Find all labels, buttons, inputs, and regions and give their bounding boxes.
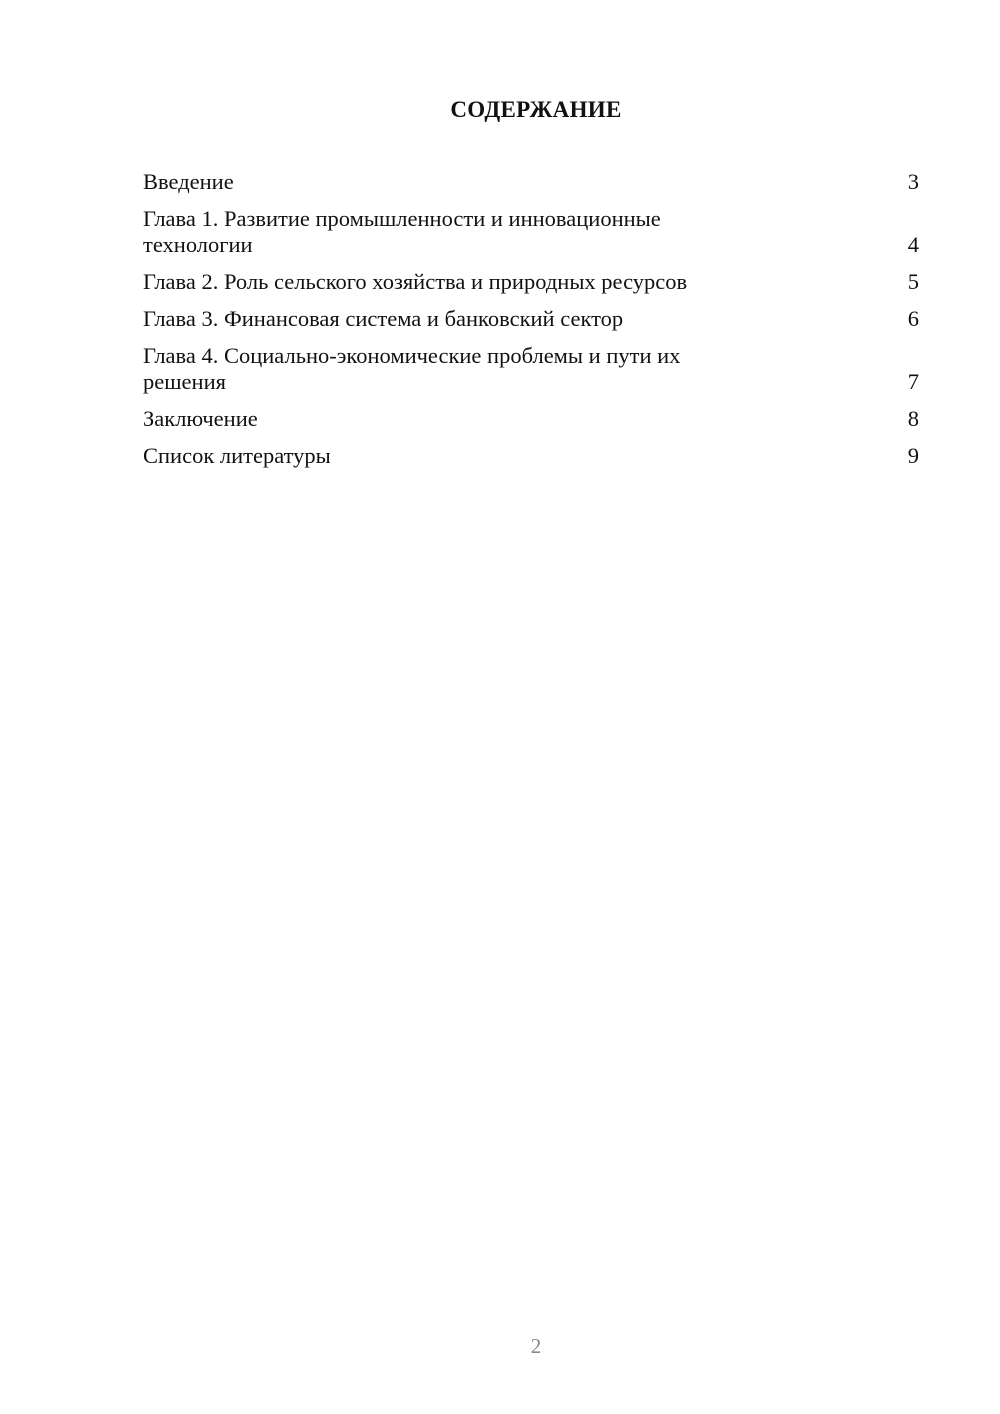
table-of-contents (143, 169, 919, 480)
toc-entry-conclusion[interactable] (143, 406, 919, 432)
toc-entry-text: Введение (143, 169, 234, 194)
toc-entry-text: Глава 3. Финансовая система и банковский сектор (143, 306, 624, 331)
toc-entry-introduction[interactable] (143, 169, 919, 195)
page-number: 2 (530, 1334, 542, 1358)
toc-entry-page-number: 3 (907, 169, 919, 194)
toc-title: СОДЕРЖАНИЕ (450, 97, 622, 122)
toc-entry-chapter-4[interactable] (143, 343, 919, 395)
toc-entry-chapter-2[interactable] (143, 269, 919, 295)
toc-entry-page-number: 5 (907, 269, 919, 294)
toc-entry-chapter-1[interactable] (143, 206, 919, 258)
toc-entry-chapter-3[interactable] (143, 306, 919, 332)
toc-entry-page-number: 9 (907, 443, 919, 468)
toc-entry-page-number: 7 (907, 369, 919, 394)
toc-entry-text: Глава 2. Роль сельского хозяйства и природных ресурсов (143, 269, 688, 294)
toc-entry-text: Заключение (143, 406, 258, 431)
toc-entry-page-number: 6 (907, 306, 919, 331)
toc-entry-page-number: 4 (907, 232, 919, 257)
toc-entry-text: Список литературы (143, 443, 331, 468)
toc-entry-references[interactable] (143, 443, 919, 469)
toc-entry-text: Глава 4. Социально-экономические проблемы и пути их решения (143, 343, 681, 394)
toc-entry-text: Глава 1. Развитие промышленности и инновационные технологии (143, 206, 661, 257)
toc-entry-page-number: 8 (907, 406, 919, 431)
